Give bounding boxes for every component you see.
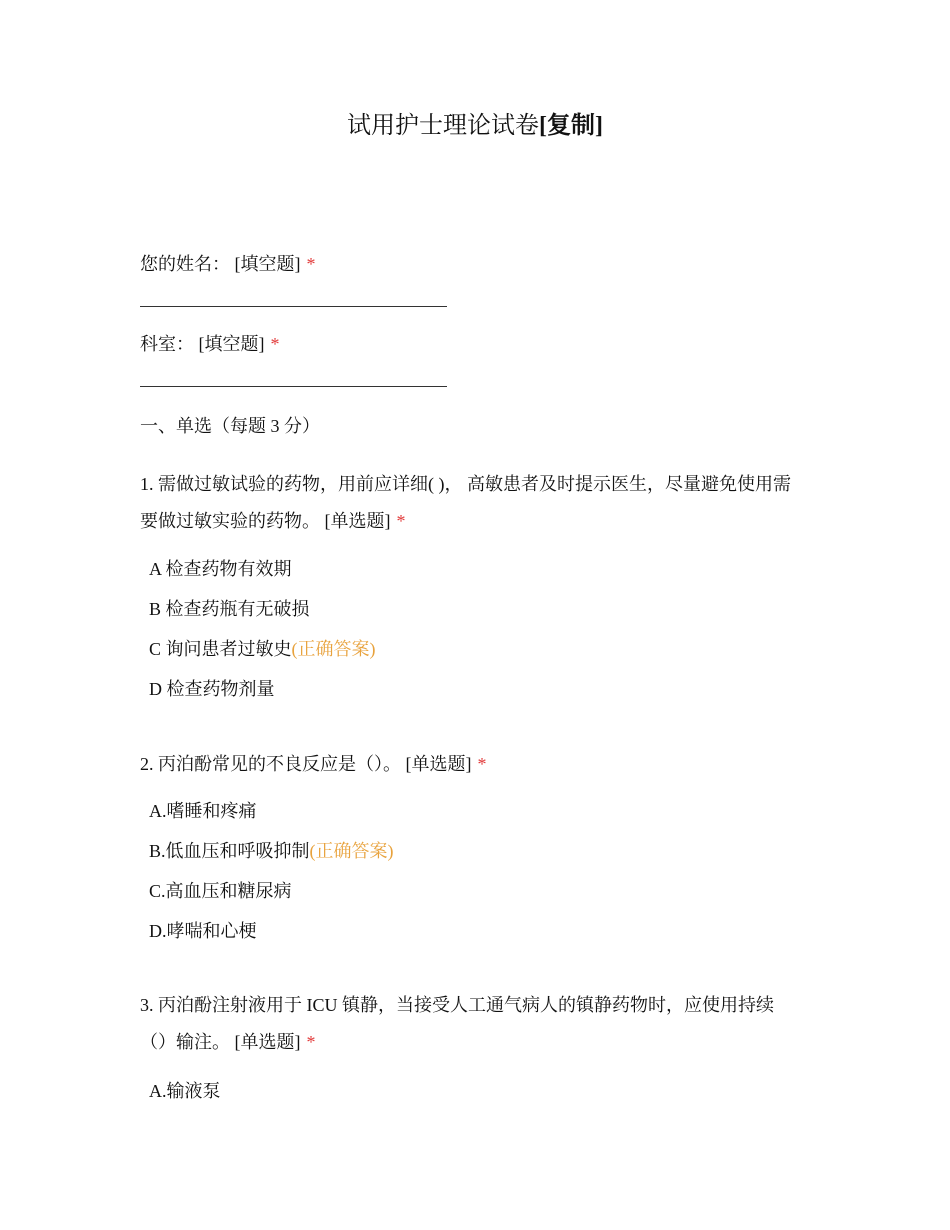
- question-3: [140, 987, 800, 1061]
- option-label: A 检查药物有效期: [149, 559, 292, 579]
- question-2: [140, 746, 800, 783]
- department-input-line[interactable]: [140, 386, 447, 387]
- q2-option-b[interactable]: [149, 839, 394, 863]
- required-mark: *: [396, 511, 406, 531]
- option-label: C 询问患者过敏史: [149, 639, 292, 659]
- field-label: 科室：: [140, 334, 194, 354]
- option-label: A.嗜睡和疼痛: [149, 801, 257, 821]
- name-input-line[interactable]: [140, 306, 447, 307]
- q3-option-a[interactable]: [149, 1079, 221, 1103]
- option-label: D.哮喘和心梗: [149, 921, 257, 941]
- required-mark: *: [270, 334, 280, 354]
- department-field-label: [140, 326, 800, 363]
- question-text: 1. 需做过敏试验的药物，用前应详细( )， 高敏患者及时提示医生，尽量避免使用需要做过敏实验的药物。: [140, 474, 791, 531]
- q2-option-c[interactable]: [149, 879, 292, 903]
- option-label: B 检查药瓶有无破损: [149, 599, 310, 619]
- question-type: [单选题]: [324, 511, 391, 531]
- q1-option-d[interactable]: [149, 677, 275, 701]
- required-mark: *: [306, 1032, 316, 1052]
- required-mark: *: [477, 754, 487, 774]
- page-title: [0, 110, 950, 142]
- field-type: [填空题]: [198, 334, 265, 354]
- correct-answer-tag: (正确答案): [309, 841, 394, 861]
- question-type: [单选题]: [405, 754, 472, 774]
- question-text: 3. 丙泊酚注射液用于 ICU 镇静，当接受人工通气病人的镇静药物时，应使用持续（）输注。: [140, 995, 774, 1052]
- q2-option-d[interactable]: [149, 919, 257, 943]
- question-text: 2. 丙泊酚常见的不良反应是（）。: [140, 754, 401, 774]
- field-label: 您的姓名：: [140, 254, 230, 274]
- question-type: [单选题]: [234, 1032, 301, 1052]
- q1-option-c[interactable]: [149, 637, 376, 661]
- option-label: A.输液泵: [149, 1081, 221, 1101]
- q1-option-b[interactable]: [149, 597, 310, 621]
- title-suffix: [复制]: [539, 113, 603, 139]
- question-1: [140, 466, 800, 540]
- section-heading: 一、单选（每题 3 分）: [140, 416, 320, 436]
- correct-answer-tag: (正确答案): [291, 639, 376, 659]
- name-field-label: [140, 246, 800, 283]
- option-label: D 检查药物剂量: [149, 679, 275, 699]
- field-type: [填空题]: [234, 254, 301, 274]
- required-mark: *: [306, 254, 316, 274]
- title-main: 试用护士理论试卷: [347, 113, 539, 139]
- option-label: C.高血压和糖尿病: [149, 881, 292, 901]
- option-label: B.低血压和呼吸抑制: [149, 841, 310, 861]
- q2-option-a[interactable]: [149, 799, 257, 823]
- q1-option-a[interactable]: [149, 557, 292, 581]
